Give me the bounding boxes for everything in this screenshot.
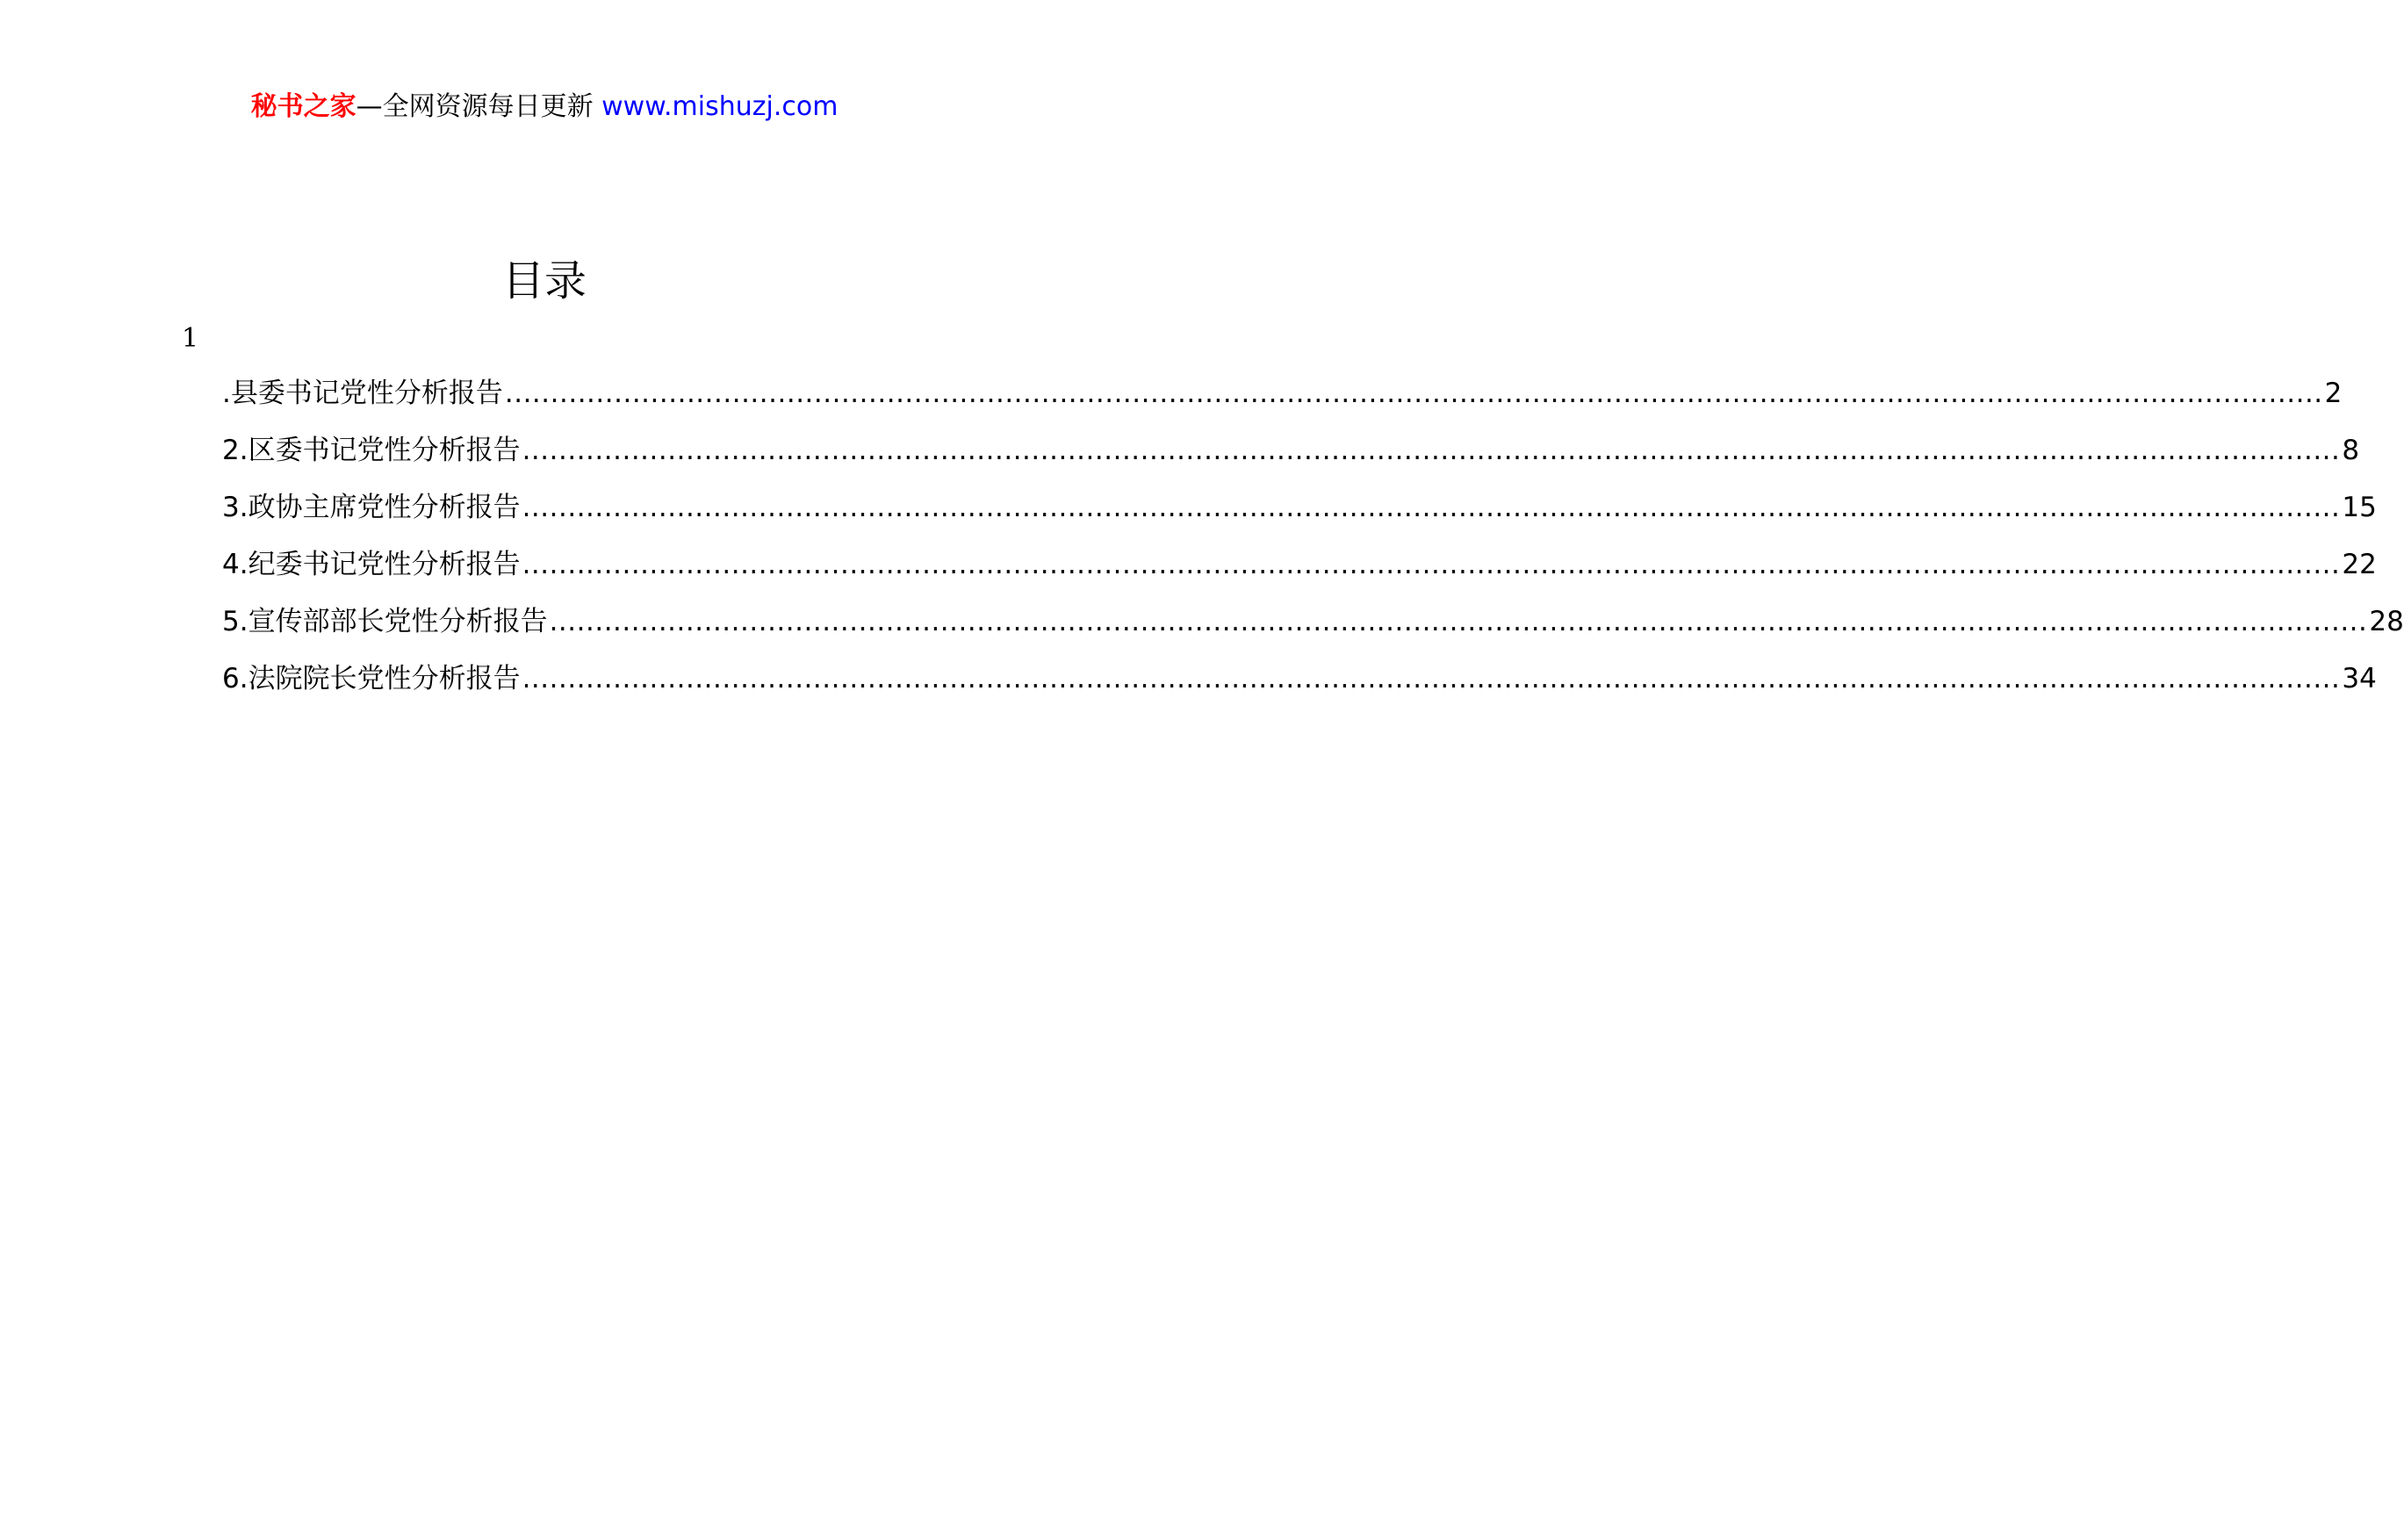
website-link[interactable]: www.mishuzj.com bbox=[601, 91, 839, 122]
site-header bbox=[0, 90, 1089, 125]
toc-entry-5[interactable] bbox=[222, 604, 2404, 661]
toc-entry-page: 2 bbox=[2324, 378, 2343, 409]
toc-entry-label: .县委书记党性分析报告 bbox=[222, 378, 503, 409]
toc-entry-label: 3.政协主席党性分析报告 bbox=[222, 492, 521, 523]
toc-entry-label: 6.法院院长党性分析报告 bbox=[222, 663, 521, 694]
dot-leader: ........................................................................................................................................................................................................ bbox=[522, 492, 2341, 523]
toc-entry-label: 5.宣传部部长党性分析报告 bbox=[222, 606, 548, 637]
dot-leader: ........................................................................................................................................................................................................ bbox=[549, 606, 2368, 637]
header-tagline: —全网资源每日更新 bbox=[356, 91, 594, 122]
toc-entry-page: 22 bbox=[2342, 549, 2377, 580]
toc-entry-page: 34 bbox=[2342, 663, 2377, 694]
dot-leader: ........................................................................................................................................................................................................ bbox=[522, 663, 2341, 694]
page-title: 目录 bbox=[501, 256, 587, 306]
toc-entry-6[interactable] bbox=[222, 661, 2377, 718]
toc-entry-3[interactable] bbox=[222, 490, 2377, 547]
toc-entry-1[interactable] bbox=[222, 376, 2343, 433]
dot-leader: ........................................................................................................................................................................................................ bbox=[504, 378, 2323, 409]
toc-entry-2[interactable] bbox=[222, 433, 2360, 490]
toc-entry-label: 2.区委书记党性分析报告 bbox=[222, 435, 521, 466]
brand-name: 秘书之家 bbox=[250, 91, 356, 122]
toc-entry-page: 28 bbox=[2369, 606, 2404, 637]
table-of-contents bbox=[222, 376, 2404, 718]
dot-leader: ........................................................................................................................................................................................................ bbox=[522, 435, 2341, 466]
toc-entry-page: 15 bbox=[2342, 492, 2377, 523]
toc-entry-page: 8 bbox=[2342, 435, 2360, 466]
toc-entry-4[interactable] bbox=[222, 547, 2377, 604]
dot-leader: ........................................................................................................................................................................................................ bbox=[522, 549, 2341, 580]
stray-number: 1 bbox=[182, 323, 199, 354]
toc-entry-label: 4.纪委书记党性分析报告 bbox=[222, 549, 521, 580]
